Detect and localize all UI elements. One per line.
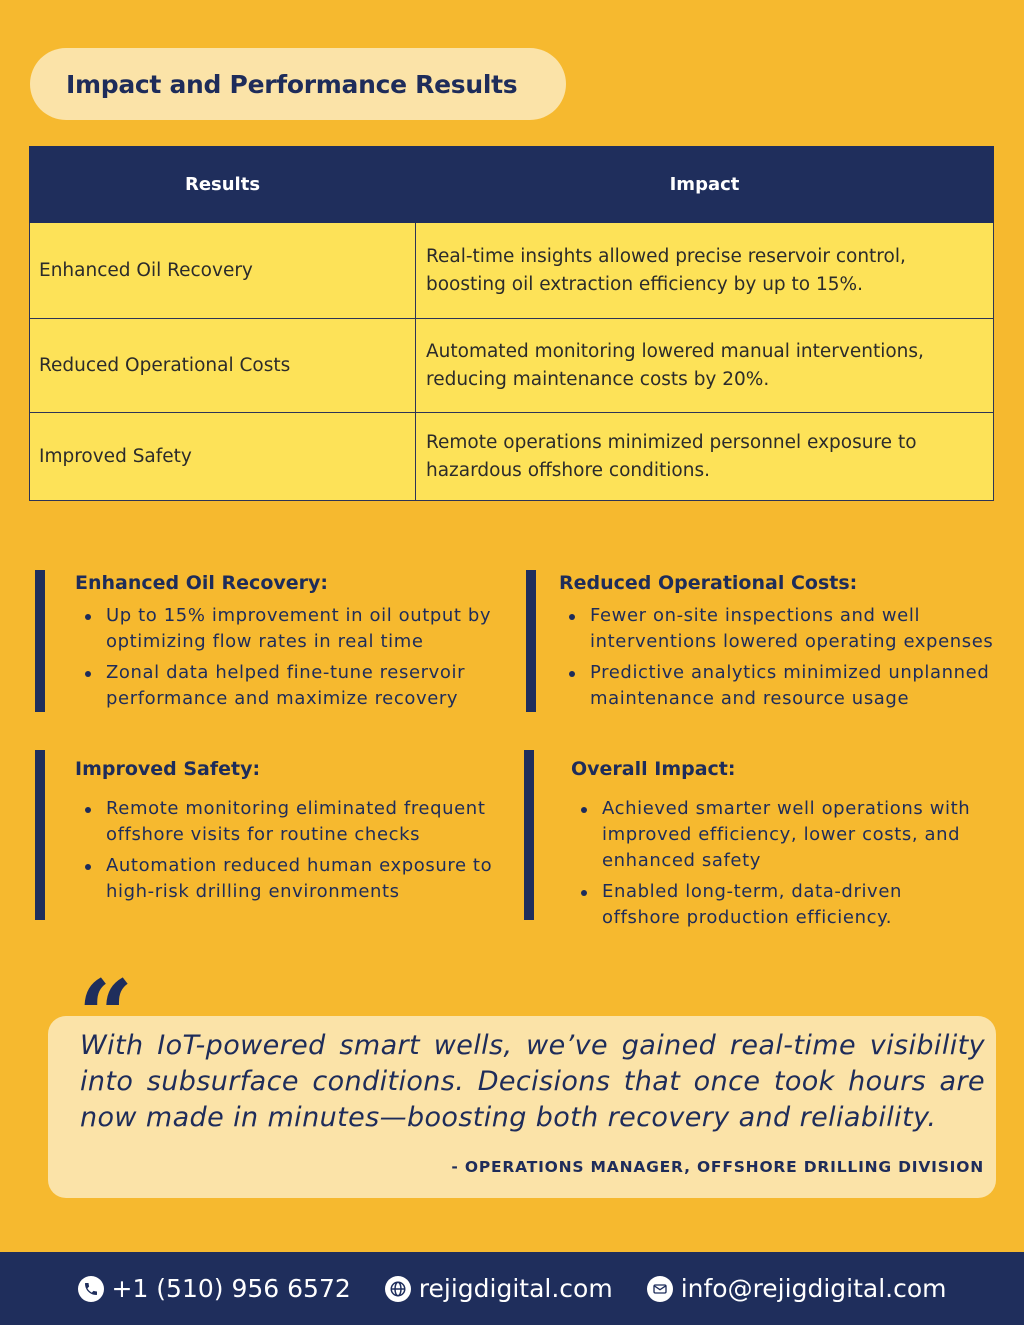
website-link[interactable]: rejigdigital.com xyxy=(418,1274,613,1303)
list-item: Achieved smarter well operations with improved efficiency, lower costs, and enhanced safety xyxy=(571,796,971,874)
section-improved-safety xyxy=(35,750,515,922)
impact-cell: Automated monitoring lowered manual interventions, reducing maintenance costs by 20%. xyxy=(416,319,994,413)
section-overall-impact xyxy=(524,750,1004,935)
section-bullets xyxy=(559,603,1017,717)
header-results: Results xyxy=(30,147,416,223)
section-accent-bar xyxy=(35,750,45,920)
phone-number: +1 (510) 956 6572 xyxy=(111,1274,351,1303)
email-link[interactable]: info@rejigdigital.com xyxy=(680,1274,947,1303)
email-contact[interactable] xyxy=(647,1274,947,1303)
section-title: Improved Safety: xyxy=(75,758,261,780)
globe-icon xyxy=(385,1276,411,1302)
result-cell: Reduced Operational Costs xyxy=(30,319,416,413)
section-accent-bar xyxy=(526,570,536,712)
table-row xyxy=(30,319,994,413)
section-bullets xyxy=(75,796,515,910)
phone-contact[interactable] xyxy=(78,1274,351,1303)
quote-mark-icon: “ xyxy=(78,959,134,1072)
result-cell: Improved Safety xyxy=(30,413,416,501)
impact-cell: Real-time insights allowed precise reservoir control, boosting oil extraction efficiency by up to 15%. xyxy=(416,223,994,319)
list-item: Up to 15% improvement in oil output by optimizing flow rates in real time xyxy=(75,603,515,655)
testimonial-author: - OPERATIONS MANAGER, OFFSHORE DRILLING DIVISION xyxy=(451,1158,984,1176)
phone-icon xyxy=(78,1276,104,1302)
title-pill xyxy=(30,48,566,120)
section-accent-bar xyxy=(524,750,534,920)
section-accent-bar xyxy=(35,570,45,712)
table-row xyxy=(30,223,994,319)
section-bullets xyxy=(75,603,515,717)
result-cell: Enhanced Oil Recovery xyxy=(30,223,416,319)
testimonial-text: With IoT-powered smart wells, we’ve gained real-time visibility into subsurface conditions. Decisions that once took hours are now made in minutes—boosting both recovery and reliability. xyxy=(80,1030,985,1133)
section-title: Overall Impact: xyxy=(571,758,736,780)
list-item: Fewer on-site inspections and well interventions lowered operating expenses xyxy=(559,603,1017,655)
contact-footer xyxy=(0,1252,1024,1325)
table-row xyxy=(30,413,994,501)
mail-icon xyxy=(647,1276,673,1302)
header-impact: Impact xyxy=(416,147,994,223)
table-header-row xyxy=(30,147,994,223)
list-item: Remote monitoring eliminated frequent offshore visits for routine checks xyxy=(75,796,515,848)
page-title: Impact and Performance Results xyxy=(66,69,518,99)
website-contact[interactable] xyxy=(385,1274,613,1303)
list-item: Predictive analytics minimized unplanned maintenance and resource usage xyxy=(559,660,1017,712)
impact-cell: Remote operations minimized personnel exposure to hazardous offshore conditions. xyxy=(416,413,994,501)
list-item: Automation reduced human exposure to high-risk drilling environments xyxy=(75,853,515,905)
results-table xyxy=(29,146,994,501)
section-enhanced-oil-recovery xyxy=(35,570,515,715)
list-item: Zonal data helped fine-tune reservoir performance and maximize recovery xyxy=(75,660,515,712)
section-bullets xyxy=(571,796,971,936)
list-item: Enabled long-term, data-driven offshore production efficiency. xyxy=(571,879,971,931)
section-reduced-operational-costs xyxy=(526,570,1018,715)
section-title: Reduced Operational Costs: xyxy=(559,572,858,594)
section-title: Enhanced Oil Recovery: xyxy=(75,572,328,594)
